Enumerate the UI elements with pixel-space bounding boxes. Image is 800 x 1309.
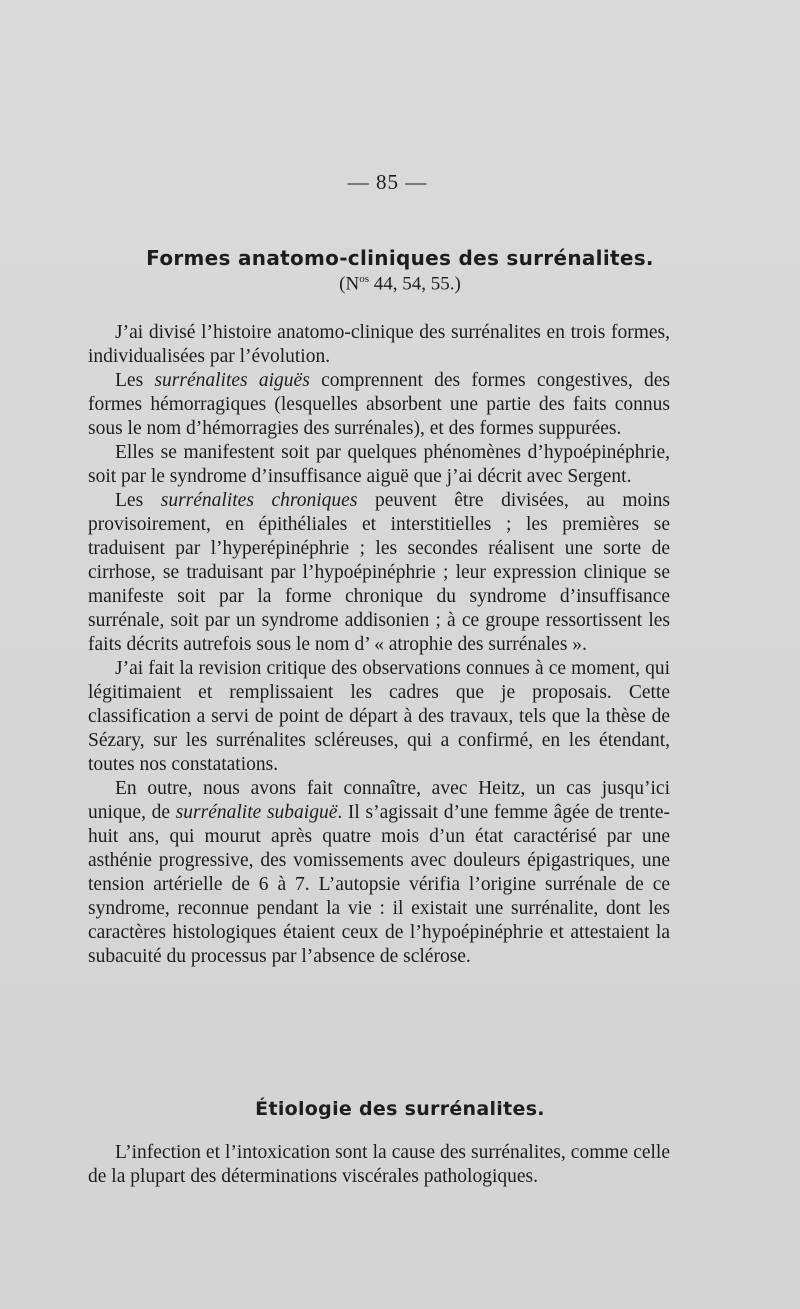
italic-term: surrénalites chroniques	[160, 490, 358, 511]
text-segment: J’ai divisé l’histoire anatomo-clinique des surrénalites en trois formes, individualisées par l’évolution.	[88, 322, 670, 367]
text-segment: Les	[115, 370, 155, 391]
text-segment: peuvent être divisées, au moins provisoirement, en épithéliales et interstitielles ; les premières se traduisent par l’hyperépinéphrie ; les secondes réalisent une sorte de cirrhose, se traduisant par l’hypoépinéphrie ; leur expression clinique se manifeste soit par la forme chronique du syndrome d’insuffisance surrénale, soit par un syndrome addisonien ; à ce groupe ressortissent les faits décrits autrefois sous le nom d’ « atrophie des surrénales ».	[88, 490, 670, 655]
section-heading-forms: Formes anatomo-cliniques des surrénalites.	[146, 246, 654, 270]
paragraph: L’infection et l’intoxication sont la cause des surrénalites, comme celle de la plupart des déterminations viscérales pathologiques.	[88, 1142, 670, 1187]
body-text-section2	[88, 1141, 670, 1189]
references-numbers: 44, 54, 55.)	[369, 273, 461, 295]
references-sup: os	[359, 273, 369, 285]
paragraph	[88, 657, 670, 777]
paragraph	[88, 369, 670, 441]
text-segment: En outre, nous avons fait connaître, avec Heitz, un cas jusqu’ici unique, de	[88, 778, 670, 823]
text-segment: . Il s’agissait d’une femme âgée de trente-huit ans, qui mourut après quatre mois d’un état caractérisé par une asthénie progressive, des vomissements avec douleurs épigastriques, une tension artérielle de 6 à 7. L’autopsie vérifia l’origine surrénale de ce syndrome, reconnue pendant la vie : il existait une surrénalite, dont les caractères histologiques étaient ceux de l’hypoépinéphrie et attestaient la subacuité du processus par l’absence de sclérose.	[88, 802, 670, 967]
references-prefix: (N	[339, 273, 360, 295]
italic-term: surrénalite subaiguë	[175, 802, 338, 823]
text-segment: J’ai fait la revision critique des observations connues à ce moment, qui légitimaient et remplissaient les cadres que je proposais. Cette classification a servi de point de départ à des travaux, tels que la thèse de Sézary, sur les surrénalites scléreuses, qui a confirmé, en les étendant, toutes nos constatations.	[88, 658, 670, 775]
paragraph	[88, 321, 670, 369]
text-segment: Elles se manifestent soit par quelques phénomènes d’hypoépinéphrie, soit par le syndrome d’insuffisance aiguë que j’ai décrit avec Sergent.	[88, 442, 670, 487]
paragraph	[88, 489, 670, 657]
text-segment: comprennent des formes congestives, des formes hémorragiques (lesquelles absorbent une partie des faits connus sous le nom d’hémorragies des surrénales), et des formes suppurées.	[88, 370, 670, 439]
page-number: — 85 —	[347, 170, 428, 194]
references	[0, 273, 800, 295]
italic-term: surrénalites aiguës	[154, 370, 310, 391]
text-segment: Les	[115, 490, 161, 511]
paragraph	[88, 777, 670, 969]
body-text-section1	[88, 321, 670, 969]
paragraph	[88, 441, 670, 489]
section-heading-etiology: Étiologie des surrénalites.	[255, 1098, 545, 1120]
